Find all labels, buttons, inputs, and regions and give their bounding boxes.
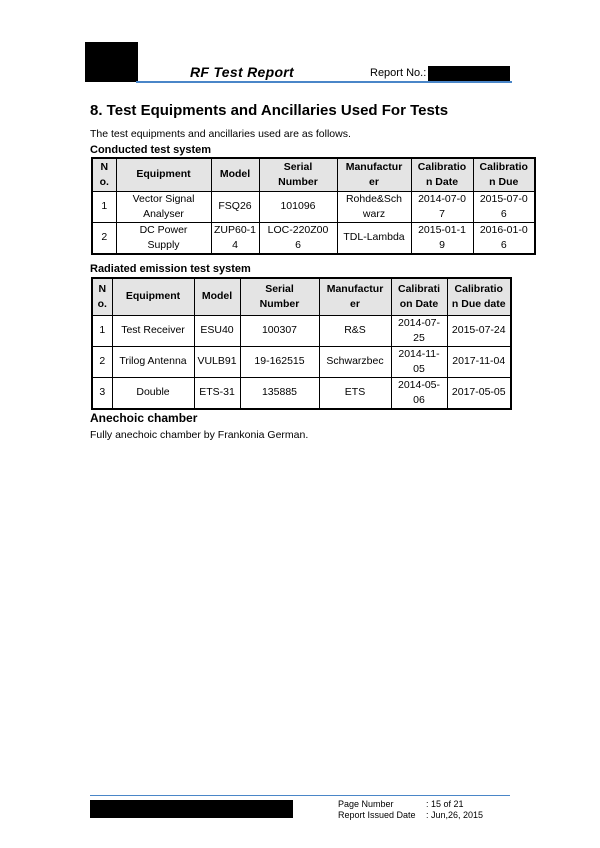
column-header: Calibratio n Due (473, 158, 535, 191)
conducted-title: Conducted test system (90, 144, 212, 156)
table-cell: R&S (319, 315, 391, 346)
section-intro: The test equipments and ancillaries used are as follows. (90, 128, 351, 140)
table-cell: 2015-01-1 9 (411, 222, 473, 254)
table-row (92, 222, 535, 254)
table-cell: 2014-07- 25 (391, 315, 447, 346)
table-cell: 2014-07-0 7 (411, 191, 473, 222)
column-header: Manufactur er (337, 158, 411, 191)
table-cell: 101096 (259, 191, 337, 222)
anechoic-text: Fully anechoic chamber by Frankonia German. (90, 429, 309, 441)
table-cell: 1 (92, 191, 116, 222)
table-cell: Rohde&Sch warz (337, 191, 411, 222)
report-title: RF Test Report (190, 64, 295, 80)
column-header: Model (194, 278, 240, 315)
column-header: Equipment (112, 278, 194, 315)
conducted-table (91, 157, 536, 255)
table-row (92, 191, 535, 222)
column-header: Serial Number (240, 278, 319, 315)
table-cell: 2 (92, 346, 112, 377)
table-cell: ETS (319, 377, 391, 409)
table-cell: VULB91 (194, 346, 240, 377)
column-header: Calibrati on Date (391, 278, 447, 315)
issued-date-value: : Jun,26, 2015 (426, 810, 484, 820)
column-header: Equipment (116, 158, 211, 191)
company-logo (85, 42, 138, 82)
issued-date-label: Report Issued Date (338, 810, 416, 820)
page-number-label: Page Number (338, 799, 394, 809)
table-cell: 2014-05- 06 (391, 377, 447, 409)
footer-divider (90, 795, 510, 796)
table-cell: LOC-220Z00 6 (259, 222, 337, 254)
report-number-redacted (428, 66, 510, 81)
radiated-title: Radiated emission test system (90, 263, 251, 275)
table-cell: ETS-31 (194, 377, 240, 409)
table-cell: ESU40 (194, 315, 240, 346)
table-cell: Double (112, 377, 194, 409)
column-header: Manufactur er (319, 278, 391, 315)
table-cell: 2017-11-04 (447, 346, 511, 377)
header-divider (136, 81, 512, 83)
column-header: Calibratio n Date (411, 158, 473, 191)
footer-redacted (90, 800, 293, 818)
table-cell: Schwarzbec (319, 346, 391, 377)
table-cell: 135885 (240, 377, 319, 409)
column-header: N o. (92, 278, 112, 315)
anechoic-title: Anechoic chamber (90, 411, 198, 425)
table-cell: Test Receiver (112, 315, 194, 346)
table-cell: 2015-07-24 (447, 315, 511, 346)
column-header: Model (211, 158, 259, 191)
page-number-value: : 15 of 21 (426, 799, 464, 809)
radiated-table (91, 277, 512, 410)
table-row (92, 377, 511, 409)
table-row (92, 315, 511, 346)
table-row (92, 346, 511, 377)
section-heading: 8. Test Equipments and Ancillaries Used For Tests (90, 102, 449, 119)
table-cell: 100307 (240, 315, 319, 346)
column-header: Calibratio n Due date (447, 278, 511, 315)
report-number-label: Report No.: (370, 67, 427, 79)
table-cell: 2017-05-05 (447, 377, 511, 409)
table-cell: FSQ26 (211, 191, 259, 222)
table-cell: 1 (92, 315, 112, 346)
table-cell: 2016-01-0 6 (473, 222, 535, 254)
column-header: N o. (92, 158, 116, 191)
table-cell: DC Power Supply (116, 222, 211, 254)
table-cell: 3 (92, 377, 112, 409)
table-cell: 19-162515 (240, 346, 319, 377)
table-cell: 2015-07-0 6 (473, 191, 535, 222)
table-cell: 2 (92, 222, 116, 254)
table-cell: ZUP60-1 4 (211, 222, 259, 254)
table-cell: Trilog Antenna (112, 346, 194, 377)
table-cell: 2014-11- 05 (391, 346, 447, 377)
table-cell: TDL-Lambda (337, 222, 411, 254)
column-header: Serial Number (259, 158, 337, 191)
table-cell: Vector Signal Analyser (116, 191, 211, 222)
